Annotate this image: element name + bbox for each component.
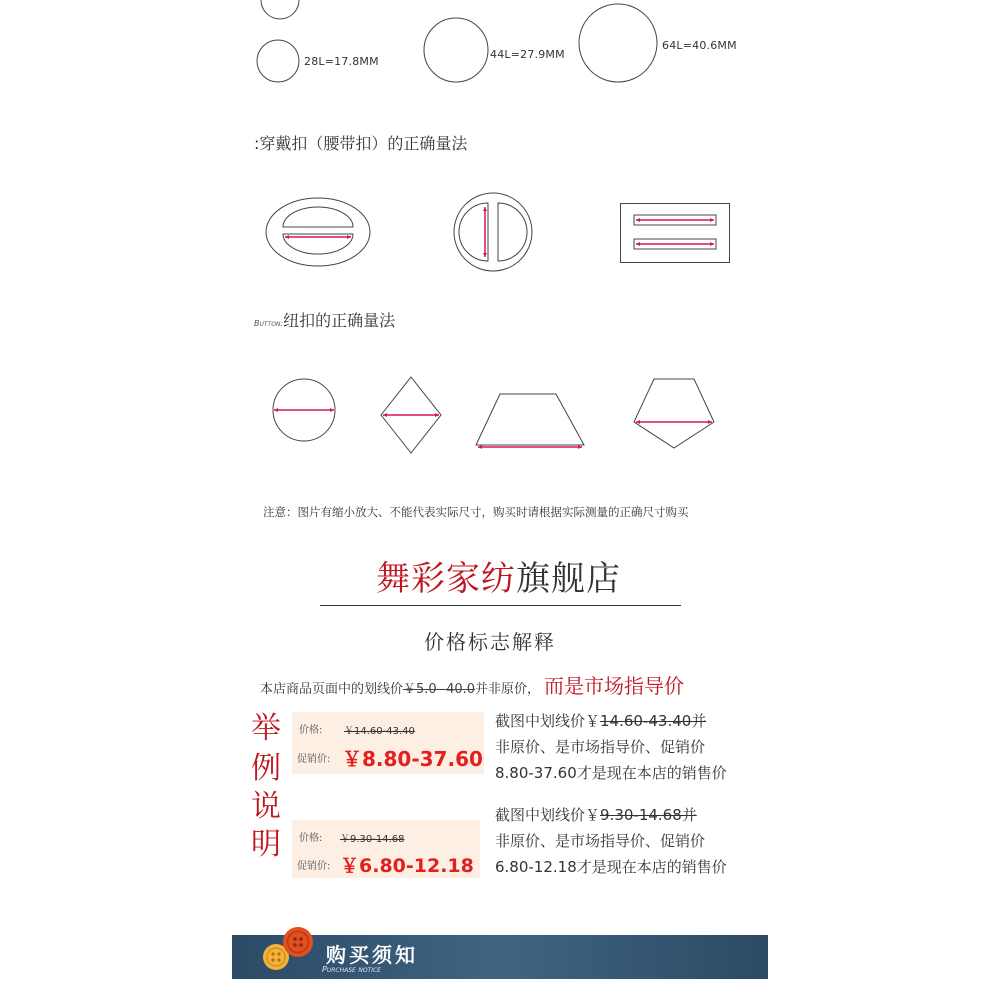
button-section-title [254,308,395,331]
example-char: 说 [251,789,281,824]
price-intro-highlight: 而是市场指导价 [544,674,685,698]
price-intro-after: 并非原价， [475,682,541,697]
sale-label: 促销价: [297,754,331,765]
price-intro-strike: ￥5.0--40.0 [403,682,476,697]
old-price: ￥9.30-14.68 [340,834,405,845]
size-circle-28l [256,39,300,83]
explain-line2: 非原价、是市场指导价、促销价 [495,832,706,850]
belt-buckle-section-title: :穿戴扣（腰带扣）的正确量法 [254,134,468,153]
size-label-44l: 44L=27.9MM [490,48,565,61]
example-char: 例 [251,751,281,786]
price-label: 价格: [299,725,323,736]
sale-label: 促销价: [297,861,331,872]
explain-line3: 6.80-12.18才是现在本店的销售价 [495,858,727,876]
banner-subtitle: Purchase notice [322,965,381,974]
size-circle-64l [578,3,658,83]
price-intro [260,670,684,699]
store-name-red: 舞彩家纺 [376,559,516,599]
example-char: 明 [251,827,281,862]
example-price-box-1 [292,712,484,774]
store-name [376,551,621,600]
size-circle-44l [423,17,489,83]
price-section-title: 价格标志解释 [424,630,556,654]
banner-title: 购买须知 [326,943,418,967]
measurement-note: 注意：图片有缩小放大、不能代表实际尺寸，购买时请根据实际测量的正确尺寸购买 [263,505,689,519]
button-section-en-prefix: Button: [254,319,284,328]
size-label-64l: 64L=40.6MM [662,39,737,52]
button-icon [256,924,326,974]
explain-line1-strike: 9.30-14.68并 [600,806,697,824]
old-price: ￥14.60-43.40 [344,726,415,737]
example-label [251,711,285,868]
explain-line2: 非原价、是市场指导价、促销价 [495,738,706,756]
sale-price: ￥6.80-12.18 [340,855,474,877]
example-explanation-2 [495,802,727,880]
diamond-button-diagram [380,376,442,454]
price-label: 价格: [299,833,323,844]
explain-line1-prefix: 截图中划线价￥ [495,806,601,824]
size-label-28l: 28L=17.8MM [304,55,379,68]
rectangle-buckle-diagram [620,203,730,263]
example-price-box-2 [292,820,480,878]
purchase-notice-banner [232,935,768,979]
sale-price: ￥8.80-37.60 [342,747,483,771]
button-section-title-text: 纽扣的正确量法 [283,311,396,330]
store-name-dark: 旗舰店 [516,559,621,599]
explain-line3: 8.80-37.60才是现在本店的销售价 [495,764,727,782]
example-explanation-1 [495,708,727,786]
trapezoid-button-diagram [474,393,586,451]
store-divider [320,605,681,606]
oval-buckle-diagram [264,196,372,268]
round-button-diagram [270,378,338,442]
explain-line1-prefix: 截图中划线价￥ [495,712,601,730]
example-char: 举 [251,711,281,746]
size-circle-top-partial [258,0,302,10]
round-buckle-diagram [452,191,534,273]
price-intro-before: 本店商品页面中的划线价 [260,682,404,697]
pentagon-button-diagram [632,378,716,450]
explain-line1-strike: 14.60-43.40并 [600,712,707,730]
